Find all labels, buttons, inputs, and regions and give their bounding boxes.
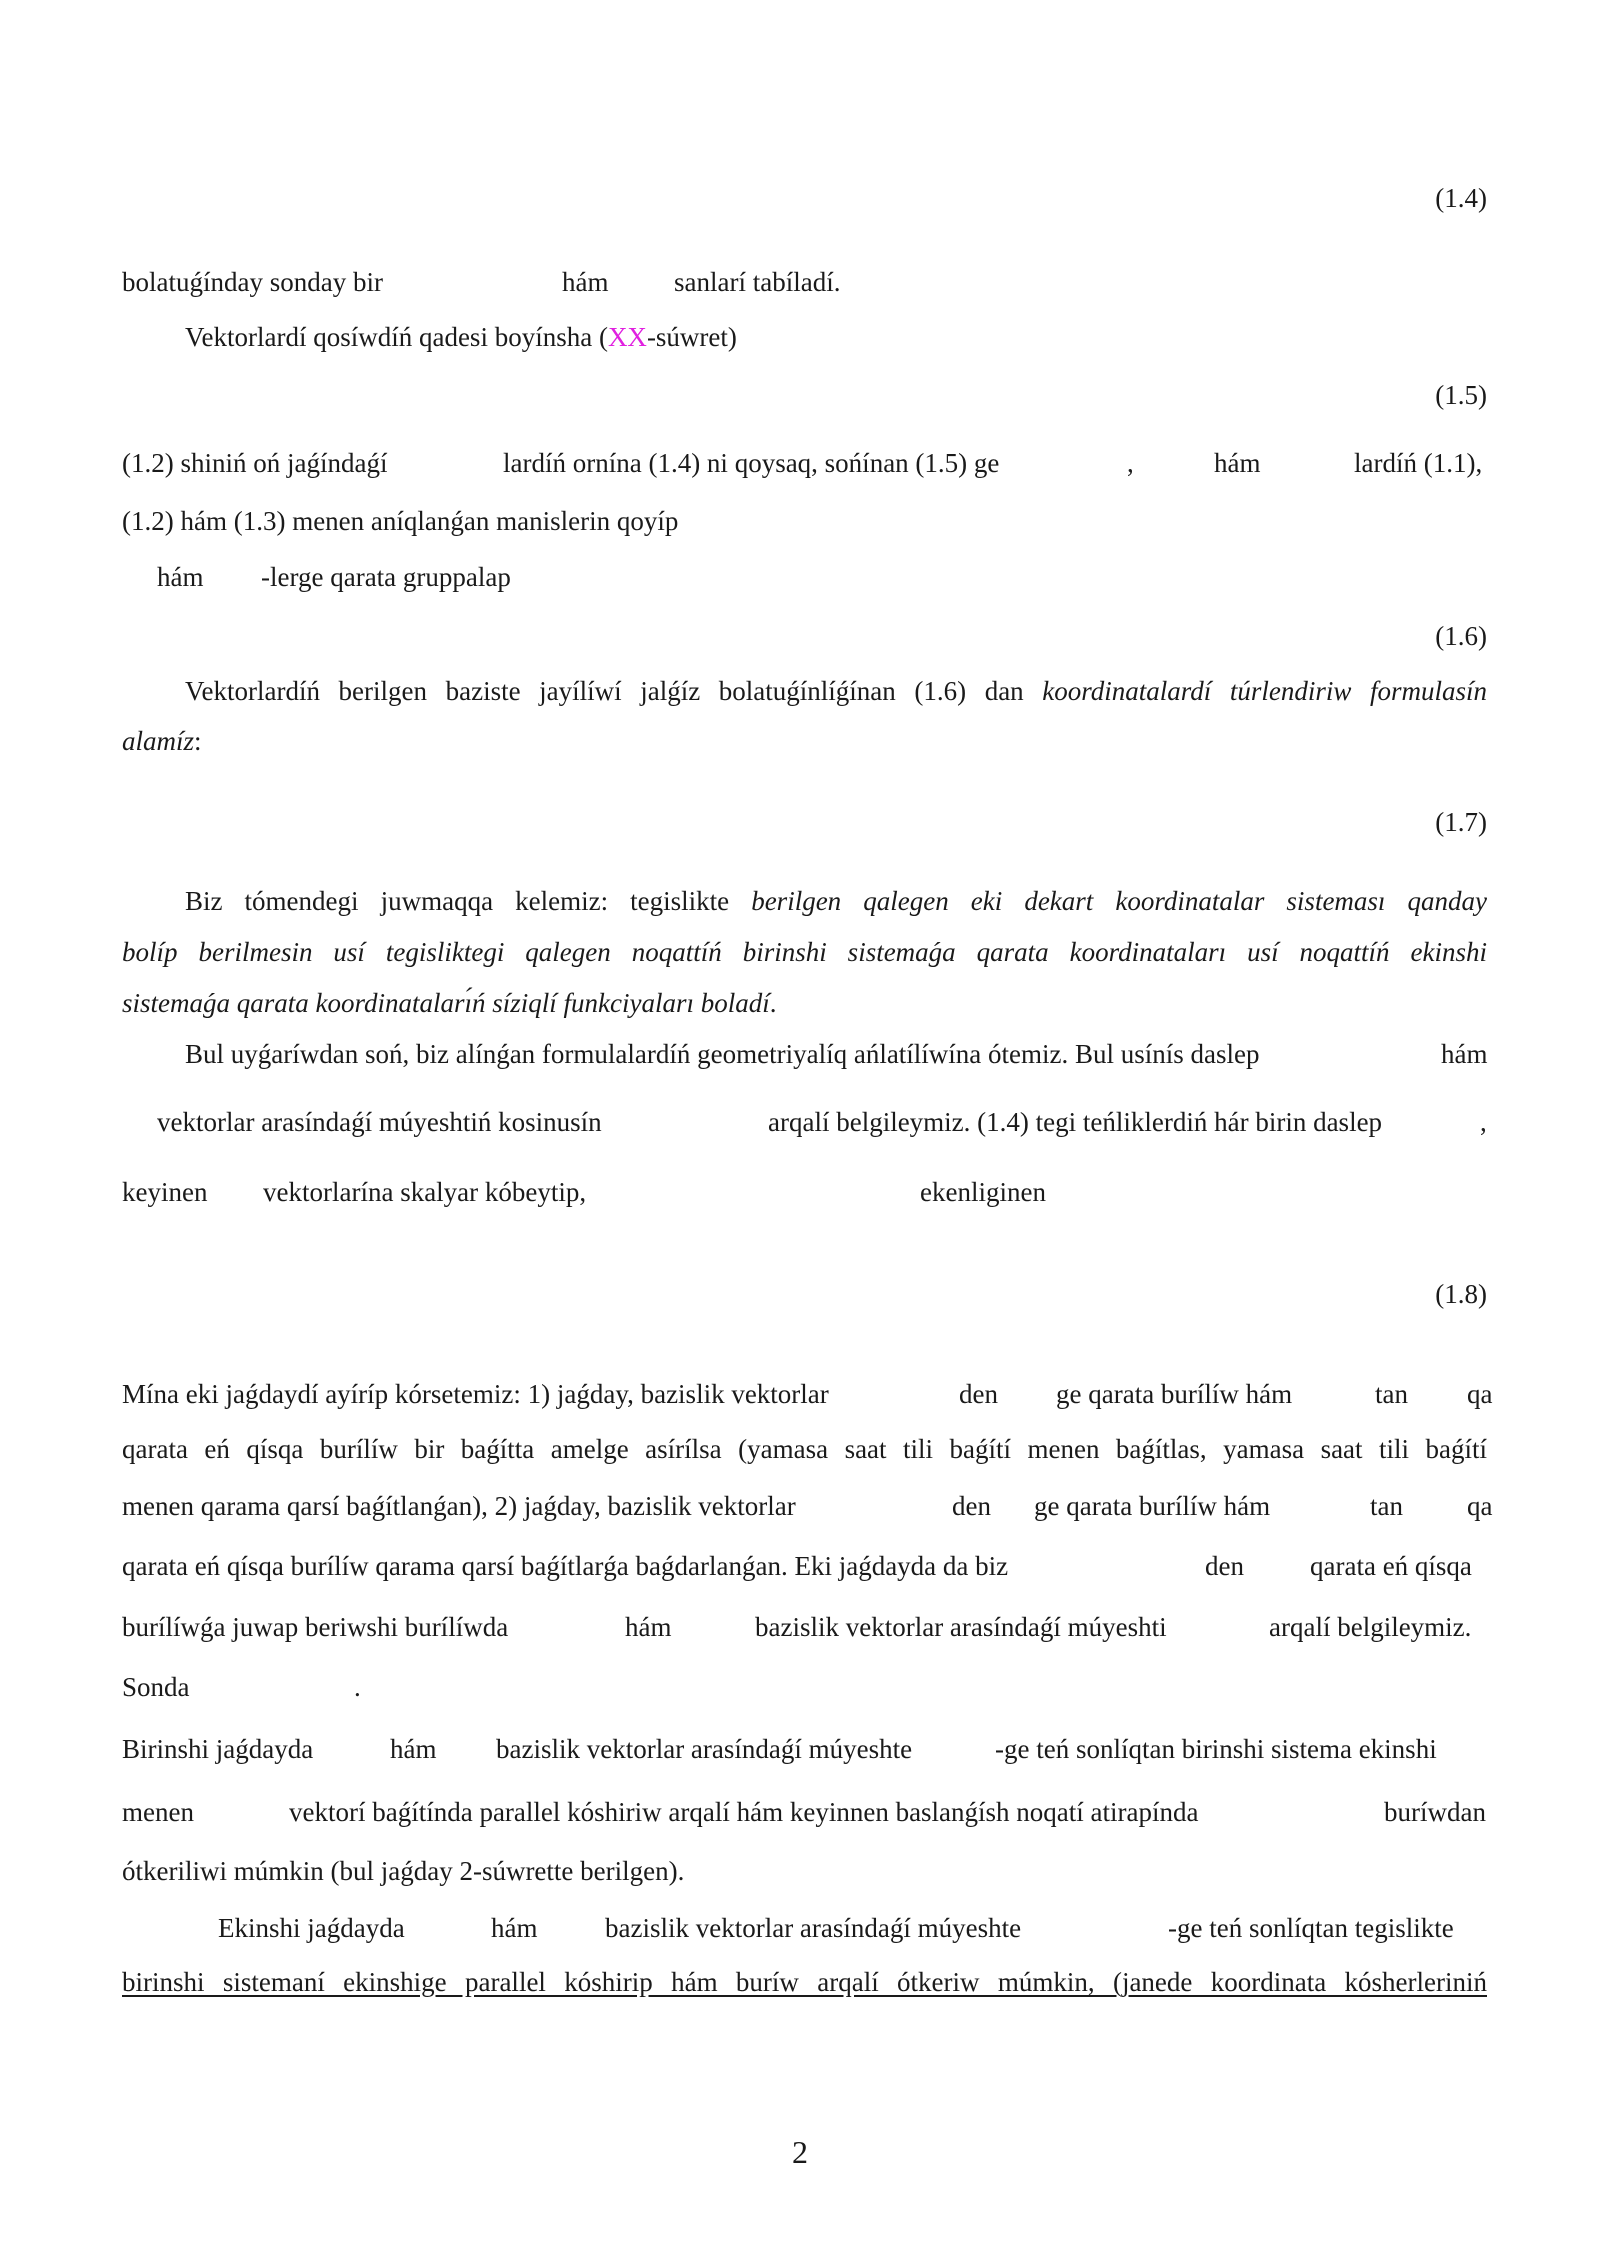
text-fragment: keyinen (122, 1177, 208, 1207)
equation-number: (1.6) (1435, 621, 1487, 651)
text-fragment: Bul uyǵaríwdan soń, biz alínǵan formulalardíń geometriyalíq ańlatílíwína ótemiz. Bul usínís daslep (185, 1039, 1260, 1069)
text-fragment: Sonda (122, 1672, 190, 1702)
text-fragment: hám (562, 267, 609, 297)
text-fragment: hám (491, 1913, 538, 1943)
text-fragment: qarata eń qísqa (1310, 1551, 1472, 1581)
text-fragment: -ge teń sonlíqtan birinshi sistema ekinshi (995, 1734, 1437, 1764)
text-fragment: tan (1370, 1491, 1403, 1521)
paragraph-line (185, 885, 1487, 917)
text-fragment: . (769, 988, 777, 1018)
paragraph-line: qarata eń qísqa burílíw bir baǵítta amelge asírílsa (yamasa saat tili baǵítí menen baǵítlas, yamasa saat tili baǵítí (122, 1434, 1487, 1464)
text-fragment: lardíń (1.1), (1354, 448, 1483, 478)
text-fragment: qa (1467, 1491, 1493, 1521)
text-fragment: lardíń ornína (1.4) ni qoysaq, sońínan (1.5) ge (503, 448, 1000, 478)
text-fragment: , (1127, 448, 1134, 478)
text-fragment: bazislik vektorlar arasíndaǵí múyeshti (755, 1612, 1167, 1642)
text-fragment: den (1205, 1551, 1244, 1581)
equation-number: (1.7) (1435, 807, 1487, 837)
text-fragment: qarata eń qísqa burílíw qarama qarsí baǵítlarǵa baǵdarlanǵan. Eki jaǵdayda da biz (122, 1551, 1009, 1581)
text-fragment: vektorí baǵítínda parallel kóshiriw arqalí hám keyinnen baslanǵísh noqatí atirapínda (289, 1797, 1199, 1827)
text-fragment: (1.2) shiniń oń jaǵíndaǵí (122, 448, 388, 478)
text-fragment: den (952, 1491, 991, 1521)
paragraph-line (122, 987, 777, 1019)
text-fragment: sanlarí tabíladí. (674, 267, 841, 297)
text-fragment: buríwdan (1384, 1797, 1486, 1827)
text-fragment: Birinshi jaǵdayda (122, 1734, 314, 1764)
text-fragment: ge qarata burílíw hám (1056, 1379, 1293, 1409)
text-fragment: (1.2) hám (1.3) menen aníqlanǵan manislerin qoyíp (122, 506, 679, 536)
paragraph-line: birinshi sistemaní ekinshige parallel kóshirip hám buríw arqalí ótkeriw múmkin, (janede koordinata kósherleriniń (122, 1967, 1487, 1997)
paragraph-line (122, 936, 1487, 968)
page-number: 2 (792, 2134, 808, 2170)
text-fragment: -ge teń sonlíqtan tegislikte (1168, 1913, 1454, 1943)
text-fragment: hám (1441, 1039, 1488, 1069)
text-fragment: hám (625, 1612, 672, 1642)
text-fragment: qa (1467, 1379, 1493, 1409)
text-fragment: bolatuǵínday sonday bir (122, 267, 383, 297)
paragraph-line (185, 675, 1487, 707)
text-fragment: bazislik vektorlar arasíndaǵí múyeshte (605, 1913, 1022, 1943)
text-fragment: Vektorlardí qosíwdíń qadesi boyínsha ( (185, 322, 608, 352)
equation-number: (1.4) (1435, 183, 1487, 213)
text-fragment: hám (157, 562, 204, 592)
text-fragment: : (194, 726, 202, 756)
equation-number: (1.5) (1435, 380, 1487, 410)
text-fragment: , (1480, 1107, 1487, 1137)
text-fragment: . (354, 1672, 361, 1702)
italic-term: bolíp berilmesin usí tegisliktegi qalegen noqattíń birinshi sistemaǵa qarata koordinataları usí noqattíń ekinshi (122, 937, 1487, 967)
text-fragment: ótkeriliwi múmkin (bul jaǵday 2-súwrette berilgen). (122, 1856, 685, 1886)
equation-number: (1.8) (1435, 1279, 1487, 1309)
text-fragment: hám (1214, 448, 1261, 478)
text-fragment: hám (390, 1734, 437, 1764)
text-fragment: vektorlarína skalyar kóbeytip, (263, 1177, 587, 1207)
text-fragment: Biz tómendegi juwmaqqa kelemiz: tegislikte (185, 886, 752, 916)
text-fragment: bazislik vektorlar arasíndaǵí múyeshte (496, 1734, 913, 1764)
text-fragment: Vektorlardíń berilgen baziste jayílíwí jalǵíz bolatuǵínlíǵínan (1.6) dan (185, 676, 1043, 706)
text-fragment: -lerge qarata gruppalap (261, 562, 511, 592)
text-fragment: burílíwǵa juwap beriwshi burílíwda (122, 1612, 509, 1642)
figure-reference: XX (607, 322, 647, 352)
text-fragment: arqalí belgileymiz. (1.4) tegi teńliklerdiń hár birin daslep (768, 1107, 1383, 1137)
paragraph-line (185, 321, 737, 353)
text-fragment: menen qarama qarsí baǵítlanǵan), 2) jaǵday, bazislik vektorlar (122, 1491, 796, 1521)
text-fragment: den (959, 1379, 998, 1409)
text-fragment: Mína eki jaǵdaydí ayíríp kórsetemiz: 1) jaǵday, bazislik vektorlar (122, 1379, 829, 1409)
italic-term: berilgen qalegen eki dekart koordinatalar sisteması qanday (751, 886, 1487, 916)
text-fragment: ekenliginen (920, 1177, 1046, 1207)
italic-term: alamíz (122, 726, 195, 756)
italic-term: sistemaǵa qarata koordinataları́ń síziqlí funkciyaları boladí (122, 988, 770, 1018)
italic-term: koordinatalardí túrlendiriw formulasín (1042, 676, 1487, 706)
text-fragment: arqalí belgileymiz. (1269, 1612, 1472, 1642)
text-fragment: ge qarata burílíw hám (1034, 1491, 1271, 1521)
text-fragment: menen (122, 1797, 194, 1827)
paragraph-line (122, 725, 202, 757)
text-fragment: Ekinshi jaǵdayda (218, 1913, 405, 1943)
text-fragment: tan (1375, 1379, 1408, 1409)
text-fragment: vektorlar arasíndaǵí múyeshtiń kosinusín (157, 1107, 602, 1137)
text-fragment: -súwret) (646, 322, 737, 352)
